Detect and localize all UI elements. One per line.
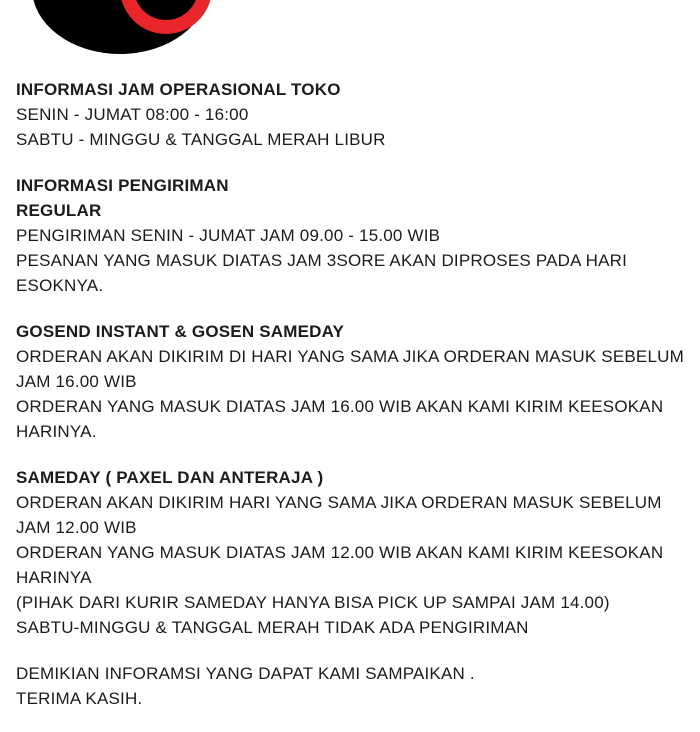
section-line: ORDERAN AKAN DIKIRIM HARI YANG SAMA JIKA ORDERAN MASUK SEBELUM JAM 12.00 WIB [16, 493, 662, 537]
section [16, 661, 692, 711]
section-line: DEMIKIAN INFORAMSI YANG DAPAT KAMI SAMPAIKAN . [16, 664, 475, 683]
section-line: SABTU-MINGGU & TANGGAL MERAH TIDAK ADA PENGIRIMAN [16, 618, 529, 637]
section-line: TERIMA KASIH. [16, 689, 143, 708]
section-heading: INFORMASI JAM OPERASIONAL TOKO [16, 80, 341, 99]
section-line: SENIN - JUMAT 08:00 - 16:00 [16, 105, 249, 124]
section [16, 77, 692, 152]
section-line: ORDERAN YANG MASUK DIATAS JAM 12.00 WIB AKAN KAMI KIRIM KEESOKAN HARINYA [16, 543, 664, 587]
info-document [16, 77, 692, 732]
section-line: ORDERAN YANG MASUK DIATAS JAM 16.00 WIB AKAN KAMI KIRIM KEESOKAN HARINYA. [16, 397, 664, 441]
section-line: ORDERAN AKAN DIKIRIM DI HARI YANG SAMA JIKA ORDERAN MASUK SEBELUM JAM 16.00 WIB [16, 347, 684, 391]
section [16, 173, 692, 298]
section-heading: INFORMASI PENGIRIMAN [16, 176, 229, 195]
section-heading: REGULAR [16, 201, 102, 220]
section-heading: GOSEND INSTANT & GOSEN SAMEDAY [16, 322, 345, 341]
section-line: PESANAN YANG MASUK DIATAS JAM 3SORE AKAN DIPROSES PADA HARI ESOKNYA. [16, 251, 628, 295]
store-logo [0, 0, 260, 58]
section [16, 465, 692, 640]
section [16, 319, 692, 444]
section-line: PENGIRIMAN SENIN - JUMAT JAM 09.00 - 15.00 WIB [16, 226, 441, 245]
section-line: SABTU - MINGGU & TANGGAL MERAH LIBUR [16, 130, 386, 149]
section-line: (PIHAK DARI KURIR SAMEDAY HANYA BISA PICK UP SAMPAI JAM 14.00) [16, 593, 610, 612]
section-heading: SAMEDAY ( PAXEL DAN ANTERAJA ) [16, 468, 324, 487]
